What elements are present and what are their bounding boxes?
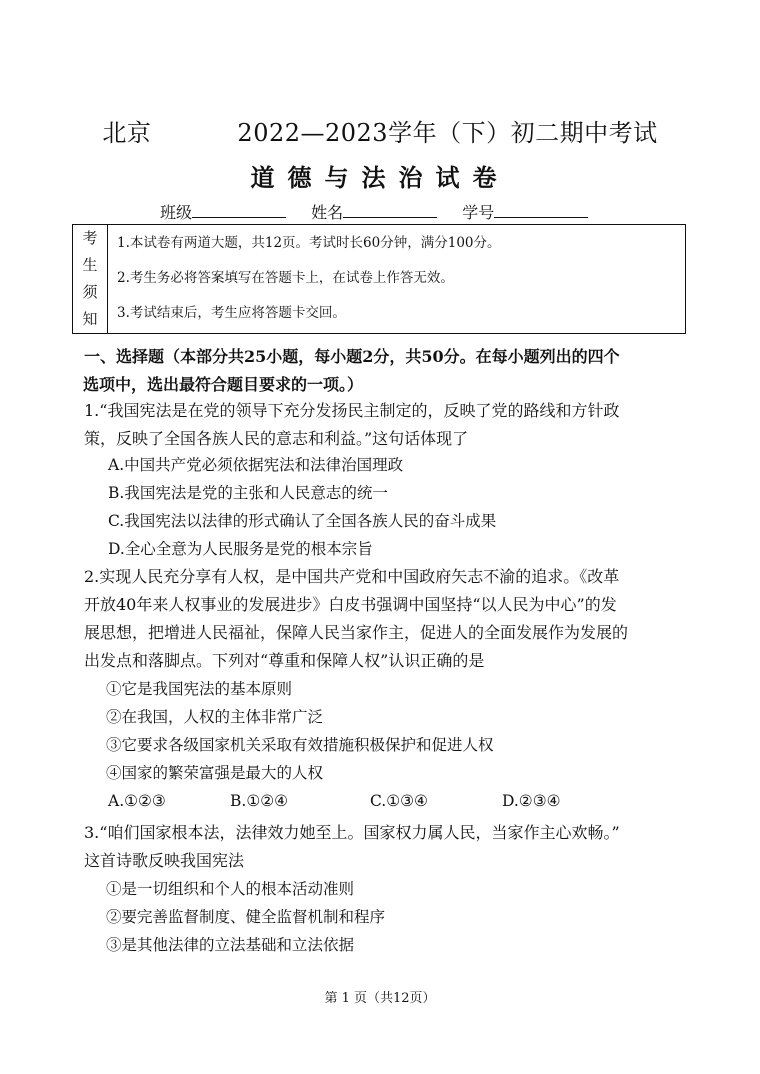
notice-label-char: 考 bbox=[82, 229, 98, 247]
choice-b: B.①②④ bbox=[230, 792, 289, 810]
option-b: B.我国宪法是党的主张和人民意志的统一 bbox=[108, 484, 388, 502]
notice-label-char: 知 bbox=[82, 310, 98, 328]
question-text-line: 3.“咱们国家根本法，法律效力她至上。国家权力属人民，当家作主心欢畅。” bbox=[84, 823, 620, 842]
student-id-label: 学号 bbox=[462, 203, 495, 222]
notice-label-char: 生 bbox=[82, 256, 98, 274]
question-text-line: 出发点和落脚点。下列对“尊重和保障人权”认识正确的是 bbox=[84, 651, 485, 670]
name-label: 姓名 bbox=[311, 203, 344, 222]
exam-year-title: 2022—2023学年（下）初二期中考试 bbox=[237, 119, 658, 147]
question-1-stem bbox=[84, 397, 619, 453]
question-2-statements bbox=[106, 675, 494, 787]
exam-title bbox=[0, 113, 760, 148]
statement-item: ①是一切组织和个人的根本活动准则 bbox=[106, 880, 355, 898]
statement-item: ④国家的繁荣富强是最大的人权 bbox=[106, 764, 324, 782]
statement-item: ③是其他法律的立法基础和立法依据 bbox=[106, 936, 355, 954]
statement-item: ①它是我国宪法的基本原则 bbox=[106, 680, 293, 698]
class-blank bbox=[192, 203, 286, 218]
choice-d: D.②③④ bbox=[502, 792, 561, 810]
question-text-line: 策，反映了全国各族人民的意志和利益。”这句话体现了 bbox=[84, 429, 469, 448]
question-text-line: 2.实现人民充分享有人权，是中国共产党和中国政府矢志不渝的追求。《改革 bbox=[84, 567, 620, 586]
page-footer: 第 1 页（共12页） bbox=[324, 991, 436, 1006]
name-blank bbox=[343, 203, 437, 218]
statement-item: ②在我国，人权的主体非常广泛 bbox=[106, 708, 324, 726]
name-field bbox=[311, 200, 437, 223]
statement-item: ③它要求各级国家机关采取有效措施积极保护和促进人权 bbox=[106, 736, 494, 754]
question-3-stem bbox=[84, 819, 620, 875]
section-heading bbox=[84, 343, 620, 399]
option-a: A.中国共产党必须依据宪法和法律治国理政 bbox=[108, 456, 404, 474]
notice-item: 1.本试卷有两道大题，共12页。考试时长60分钟，满分100分。 bbox=[117, 235, 501, 251]
student-info-row bbox=[160, 200, 608, 223]
choice-a: A.①②③ bbox=[108, 792, 166, 810]
notice-item: 2.考生务必将答案填写在答题卡上，在试卷上作答无效。 bbox=[117, 270, 454, 286]
section-heading-line: 选项中，选出最符合题目要求的一项。） bbox=[83, 375, 364, 394]
question-text-line: 展思想，把增进人民福祉，保障人民当家作主，促进人的全面发展作为发展的 bbox=[84, 623, 629, 642]
question-3-statements bbox=[106, 875, 385, 959]
notice-item: 3.考试结束后，考生应将答题卡交回。 bbox=[117, 305, 346, 321]
class-label: 班级 bbox=[160, 203, 193, 222]
statement-item: ②要完善监督制度、健全监督机制和程序 bbox=[106, 908, 386, 926]
student-id-blank bbox=[494, 203, 588, 218]
notice-label-char: 须 bbox=[82, 283, 98, 301]
choice-c: C.①③④ bbox=[370, 792, 428, 810]
exam-subject: 道德与法治试卷 bbox=[250, 163, 510, 192]
question-2-stem bbox=[84, 563, 628, 675]
section-heading-line: 一、选择题（本部分共25小题，每小题2分，共50分。在每小题列出的四个 bbox=[84, 347, 620, 366]
option-c: C.我国宪法以法律的形式确认了全国各族人民的奋斗成果 bbox=[108, 512, 497, 530]
class-field bbox=[160, 200, 286, 223]
question-text-line: 开放40年来人权事业的发展进步》白皮书强调中国坚持“以人民为中心”的发 bbox=[84, 595, 617, 614]
exam-city: 北京 bbox=[102, 119, 152, 147]
question-text-line: 这首诗歌反映我国宪法 bbox=[84, 851, 245, 870]
question-1-options bbox=[108, 451, 496, 563]
notice-label bbox=[73, 225, 108, 333]
option-d: D.全心全意为人民服务是党的根本宗旨 bbox=[108, 540, 373, 558]
exam-notice-box bbox=[72, 224, 686, 334]
student-id-field bbox=[462, 200, 588, 223]
question-text-line: 1.“我国宪法是在党的领导下充分发扬民主制定的，反映了党的路线和方针政 bbox=[84, 401, 620, 420]
notice-items bbox=[117, 231, 501, 336]
